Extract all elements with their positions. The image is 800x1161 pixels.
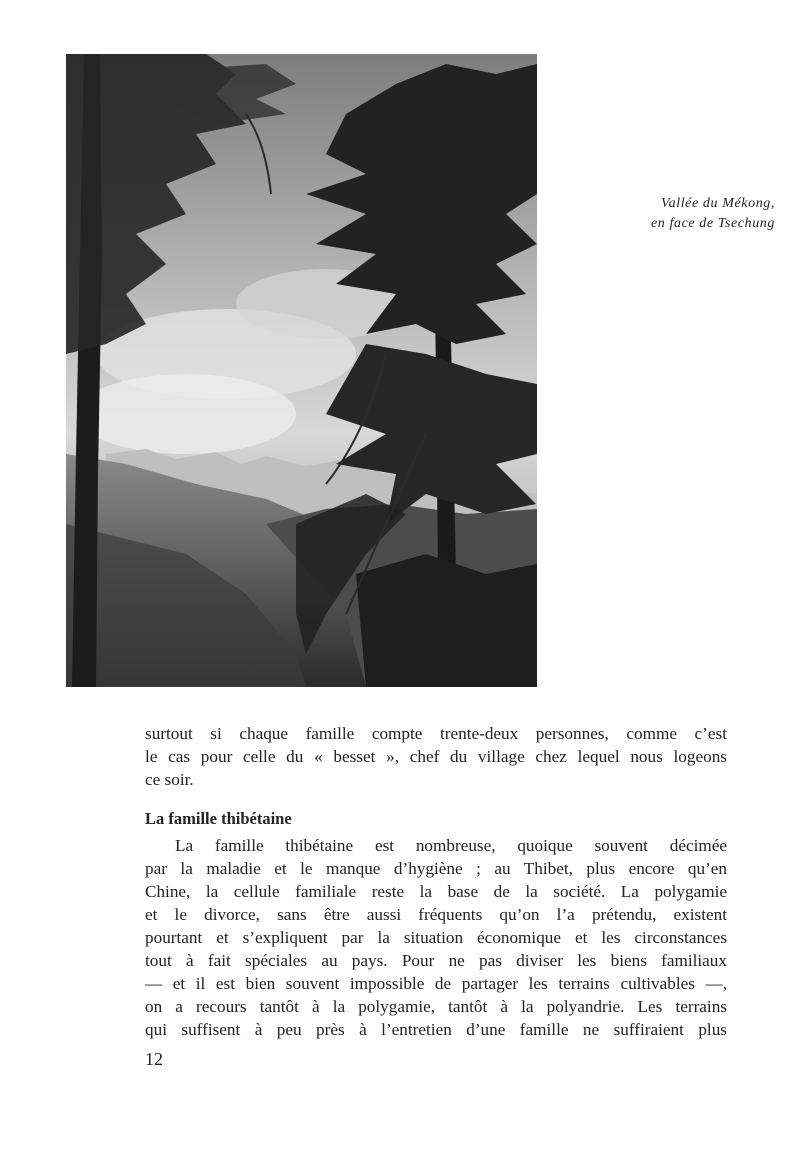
text-line: et le divorce, sans être aussi fréquents qu’on l’a prétendu, existent — [145, 905, 727, 924]
text-line: qui suffisent à peu près à l’entretien d’une famille ne suffiraient plus — [145, 1020, 727, 1039]
page-number: 12 — [145, 1049, 163, 1069]
text-line: pourtant et s’expliquent par la situation économique et les circonstances — [145, 928, 727, 947]
section-paragraph — [145, 834, 727, 1041]
text-line: La famille thibétaine est nombreuse, quoique souvent décimée — [175, 836, 727, 855]
photo-caption — [575, 194, 775, 234]
text-line: Chine, la cellule familiale reste la base de la société. La polygamie — [145, 882, 727, 901]
text-line: par la maladie et le manque d’hygiène ; au Thibet, plus encore qu’en — [145, 859, 727, 878]
text-line: le cas pour celle du « besset », chef du village chez lequel nous logeons — [145, 747, 727, 766]
photo-graphic — [66, 54, 537, 687]
section-heading: La famille thibétaine — [145, 809, 292, 828]
text-line: tout à fait spéciales au pays. Pour ne pas diviser les biens familiaux — [145, 951, 727, 970]
caption-line-1: Vallée du Mékong, — [661, 196, 775, 211]
caption-line-2: en face de Tsechung — [650, 216, 775, 231]
valley-photograph — [66, 54, 537, 687]
text-line: — et il est bien souvent impossible de partager les terrains cultivables —, — [145, 974, 727, 993]
text-line: on a recours tantôt à la polygamie, tantôt à la polyandrie. Les terrains — [145, 997, 727, 1016]
intro-paragraph — [145, 722, 727, 791]
body-text — [145, 722, 727, 1041]
text-line: ce soir. — [145, 770, 194, 789]
text-line: surtout si chaque famille compte trente-deux personnes, comme c’est — [145, 724, 727, 743]
